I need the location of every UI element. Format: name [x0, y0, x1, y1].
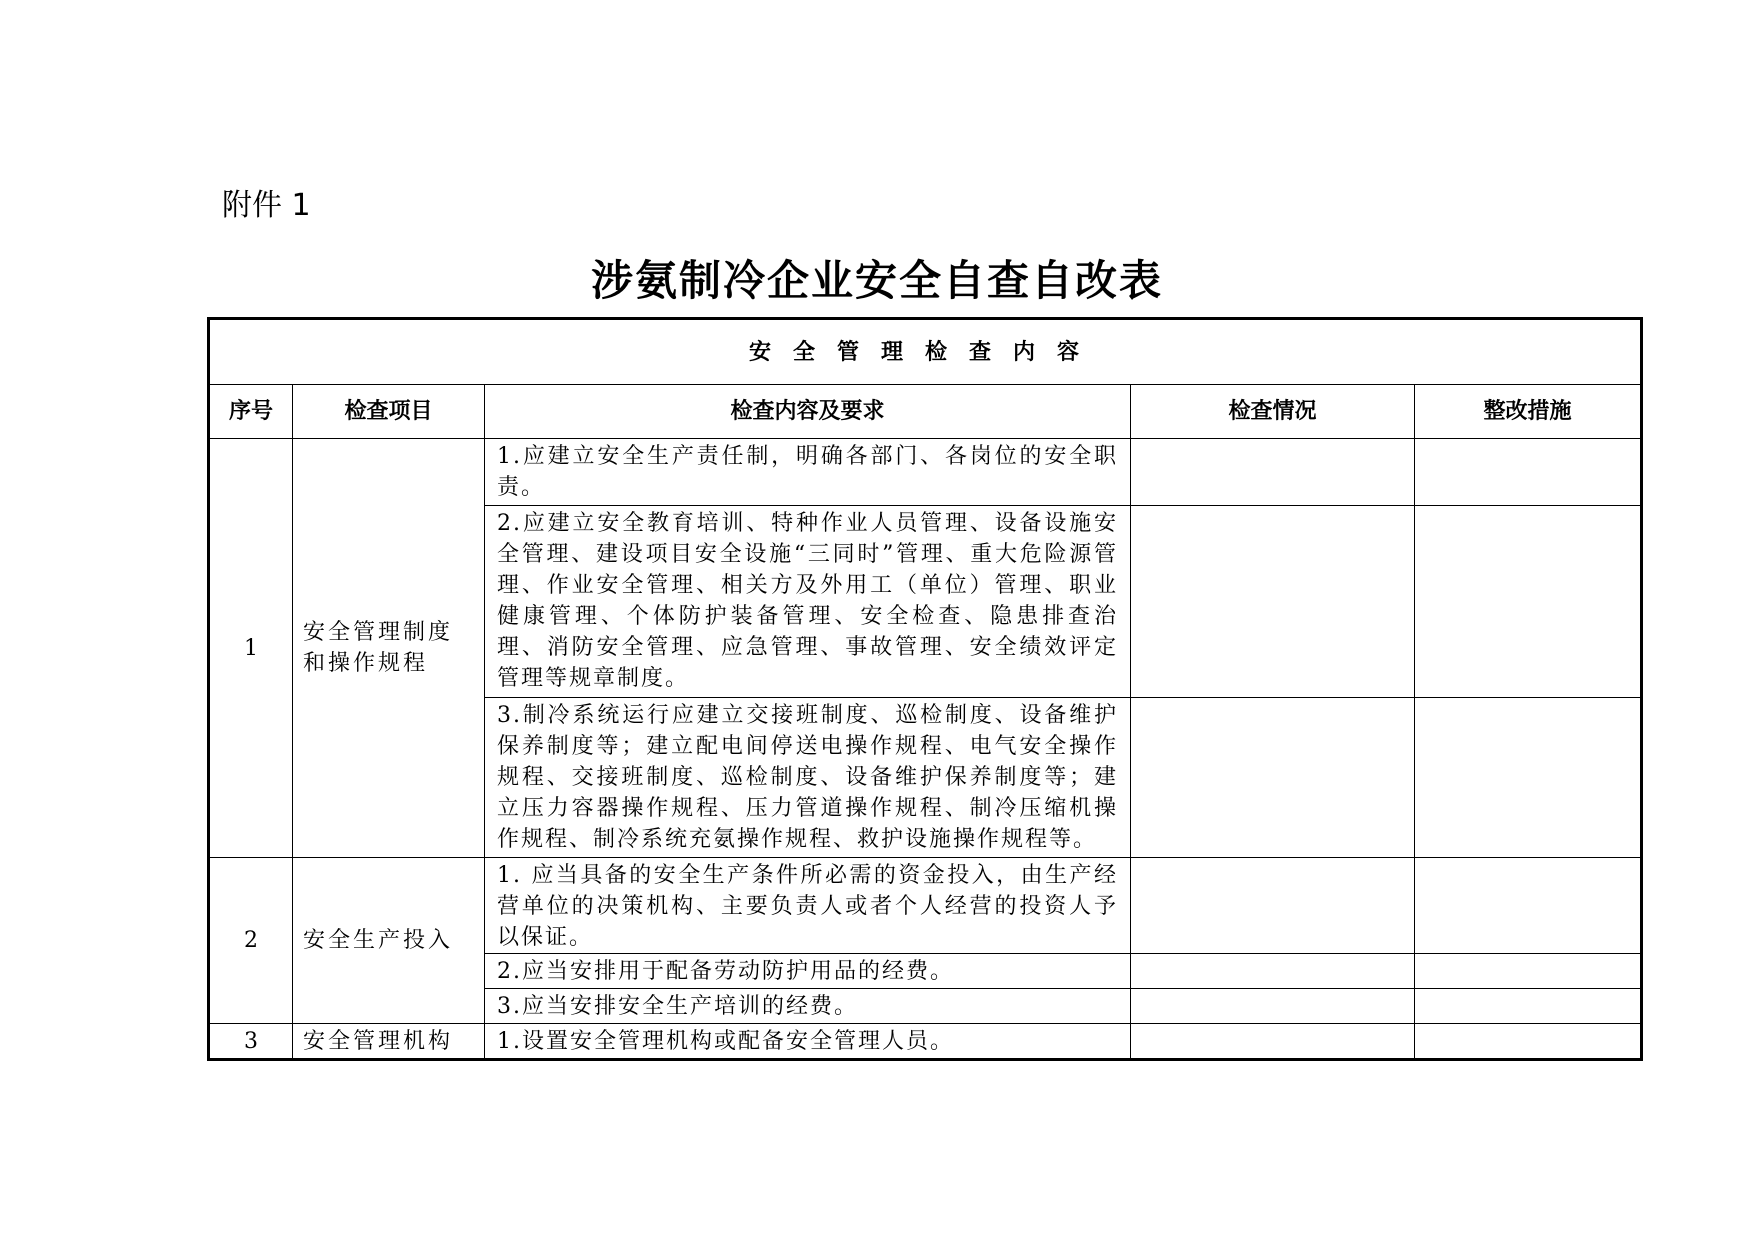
measures-cell[interactable] [1415, 506, 1642, 698]
document-title: 涉氨制冷企业安全自查自改表 [590, 256, 1163, 305]
column-header-requirements: 检查内容及要求 [485, 385, 1131, 439]
column-header-row [209, 385, 1642, 439]
requirement-cell: 3.应当安排安全生产培训的经费。 [485, 989, 1131, 1024]
status-cell[interactable] [1131, 954, 1415, 989]
column-header-status: 检查情况 [1131, 385, 1415, 439]
section-header: 安全管理检查内容 [209, 319, 1642, 385]
measures-cell[interactable] [1415, 989, 1642, 1024]
row-number: 1 [209, 439, 293, 858]
measures-cell[interactable] [1415, 439, 1642, 506]
check-item: 安全管理制度和操作规程 [293, 439, 485, 858]
requirement-cell: 2.应当安排用于配备劳动防护用品的经费。 [485, 954, 1131, 989]
requirement-cell: 1.应建立安全生产责任制，明确各部门、各岗位的安全职责。 [485, 439, 1131, 506]
requirement-cell: 2.应建立安全教育培训、特种作业人员管理、设备设施安全管理、建设项目安全设施“三同时”管理、重大危险源管理、作业安全管理、相关方及外用工（单位）管理、职业健康管理、个体防护装备管理、安全检查、隐患排查治理、消防安全管理、应急管理、事故管理、安全绩效评定管理等规章制度。 [485, 506, 1131, 698]
measures-cell[interactable] [1415, 1024, 1642, 1060]
check-item: 安全生产投入 [293, 858, 485, 1024]
measures-cell[interactable] [1415, 858, 1642, 954]
status-cell[interactable] [1131, 698, 1415, 858]
table-row [209, 1024, 1642, 1060]
requirement-cell: 1.设置安全管理机构或配备安全管理人员。 [485, 1024, 1131, 1060]
table-row [209, 858, 1642, 954]
check-item: 安全管理机构 [293, 1024, 485, 1060]
row-number: 3 [209, 1024, 293, 1060]
column-header-measures: 整改措施 [1415, 385, 1642, 439]
measures-cell[interactable] [1415, 954, 1642, 989]
column-header-item: 检查项目 [293, 385, 485, 439]
status-cell[interactable] [1131, 439, 1415, 506]
status-cell[interactable] [1131, 506, 1415, 698]
status-cell[interactable] [1131, 1024, 1415, 1060]
measures-cell[interactable] [1415, 698, 1642, 858]
attachment-label: 附件 1 [222, 188, 311, 223]
table-row [209, 439, 1642, 506]
self-check-table [207, 317, 1643, 1061]
requirement-cell: 1. 应当具备的安全生产条件所必需的资金投入，由生产经营单位的决策机构、主要负责人或者个人经营的投资人予以保证。 [485, 858, 1131, 954]
requirement-cell: 3.制冷系统运行应建立交接班制度、巡检制度、设备维护保养制度等；建立配电间停送电操作规程、电气安全操作规程、交接班制度、巡检制度、设备维护保养制度等；建立压力容器操作规程、压力管道操作规程、制冷压缩机操作规程、制冷系统充氨操作规程、救护设施操作规程等。 [485, 698, 1131, 858]
column-header-no: 序号 [209, 385, 293, 439]
row-number: 2 [209, 858, 293, 1024]
status-cell[interactable] [1131, 989, 1415, 1024]
status-cell[interactable] [1131, 858, 1415, 954]
